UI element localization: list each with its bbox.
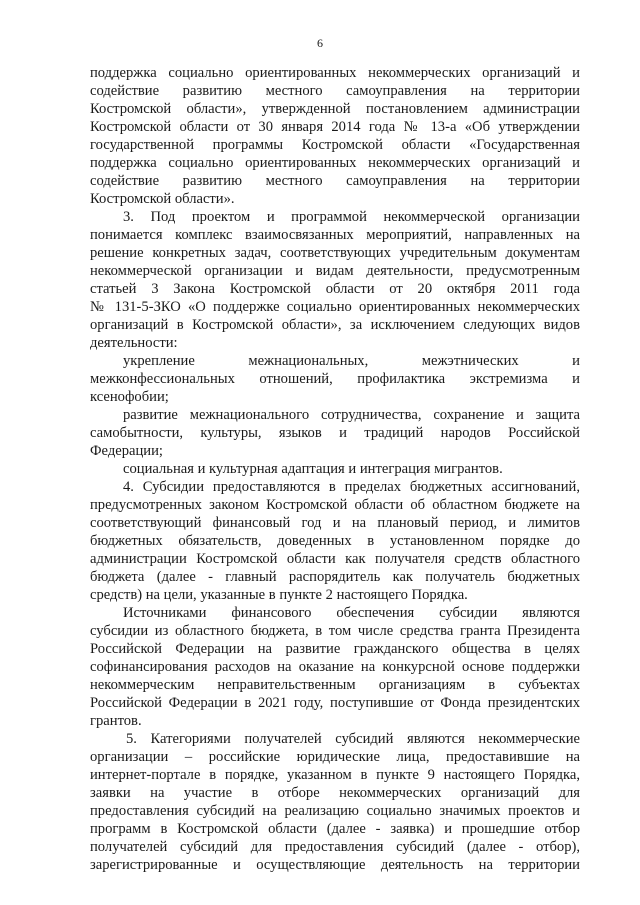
text-line: Костромской области». [90,191,235,207]
text-line: софинансирования расходов на оказание на конкурсной основе поддержки [90,659,580,675]
text-line: Федерации; [90,443,163,459]
text-line: Костромской области от 30 января 2014 года № 13-а «Об утверждении [90,119,580,135]
text-line: Костромской области», утвержденной постановлением администрации [90,101,580,117]
text-line: социальная и культурная адаптация и интеграция мигрантов. [123,461,503,477]
text-line: зарегистрированные и осуществляющие деятельность на территории [90,857,580,873]
text-line: организации – российские юридические лица, предоставившие на [90,749,580,765]
text-line: предоставления субсидий на реализацию социально значимых проектов и [90,803,580,819]
text-line: некоммерческой организации и видам деятельности, предусмотренным [90,263,580,279]
text-line: статьей 3 Закона Костромской области от 20 октября 2011 года [90,281,580,297]
text-line: понимается комплекс взаимосвязанных мероприятий, направленных на [90,227,580,243]
text-line: поддержка социально ориентированных некоммерческих организаций и [90,155,580,171]
page-number: 6 [317,36,323,50]
text-line: Российской Федерации в 2021 году, поступившие от Фонда президентских [90,695,580,711]
text-line: самобытности, культуры, языков и традиций народов Российской [90,425,580,441]
text-line: ксенофобии; [90,389,169,405]
text-line: бюджета (далее - главный распорядитель как получатель бюджетных [90,569,580,585]
text-line: развитие межнационального сотрудничества, сохранение и защита [123,407,580,423]
text-line: бюджетных обязательств, доведенных в установленном порядке до [90,533,580,549]
text-line: средств) на цели, указанные в пункте 2 настоящего Порядка. [90,587,468,603]
text-line: № 131-5-ЗКО «О поддержке социально ориентированных некоммерческих [90,299,580,315]
text-line: некоммерческим неправительственным организациям в субъектах [90,677,580,693]
text-line: организаций в Костромской области», за исключением следующих видов [90,317,580,333]
text-line: решение конкретных задач, соответствующих учредительным документам [90,245,580,261]
text-line: содействие развитию местного самоуправления на территории [90,173,580,189]
text-line: Российской Федерации на развитие гражданского общества в целях [90,641,580,657]
text-line: 3. Под проектом и программой некоммерческой организации [123,209,580,225]
text-line: соответствующий финансовый год и на плановый период, и лимитов [90,515,580,531]
text-line: получателей субсидий для предоставления субсидий (далее - отбор), [90,839,580,855]
text-line: администрации Костромской области как получателя средств областного [90,551,580,567]
text-line: деятельности: [90,335,178,351]
text-line: субсидии из областного бюджета, в том числе средства гранта Президента [90,623,580,639]
text-line: межконфессиональных отношений, профилактика экстремизма и [90,371,580,387]
text-line: Источниками финансового обеспечения субсидии являются [123,605,580,621]
text-line: 5. Категориями получателей субсидий являются некоммерческие [126,731,580,747]
text-line: программ в Костромской области (далее - заявка) и прошедшие отбор [90,821,580,837]
text-line: содействие развитию местного самоуправления на территории [90,83,580,99]
text-line: поддержка социально ориентированных некоммерческих организаций и [90,65,580,81]
text-line: укрепление межнациональных, межэтнических и [123,353,580,369]
text-line: предусмотренных законом Костромской области об областном бюджете на [90,497,580,513]
text-line: грантов. [90,713,142,729]
text-line: государственной программы Костромской области «Государственная [90,137,580,153]
text-line: 4. Субсидии предоставляются в пределах бюджетных ассигнований, [123,479,580,495]
text-line: заявки на участие в отборе некоммерческих организаций для [90,785,580,801]
text-line: интернет-портале в порядке, указанном в пункте 9 настоящего Порядка, [90,767,580,783]
